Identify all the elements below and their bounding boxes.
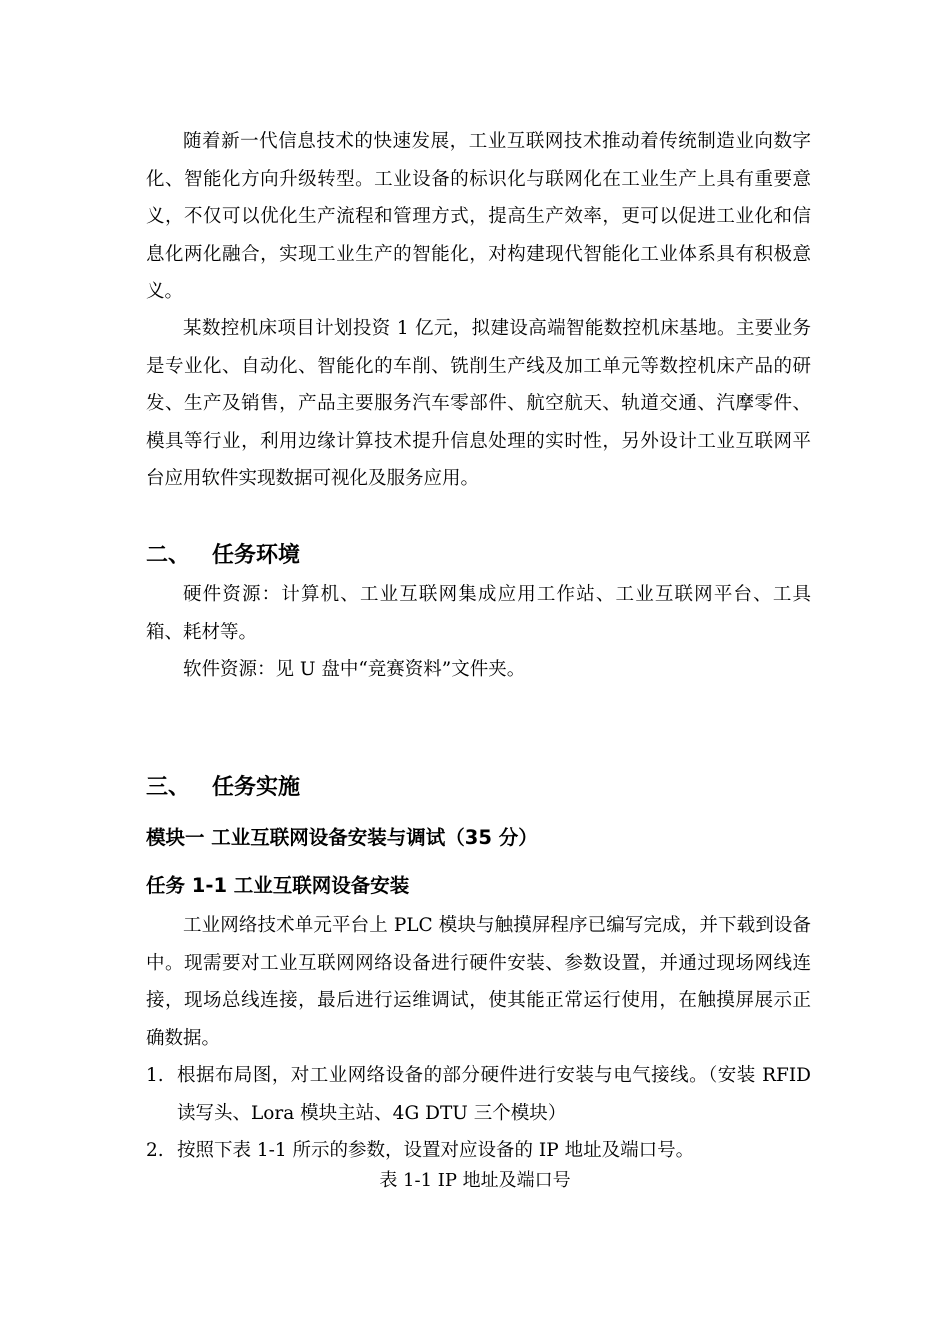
- section-2-heading: [146, 541, 300, 571]
- list-item: [146, 1057, 811, 1132]
- section-3-title: 任务实施: [212, 775, 301, 800]
- task-description: 工业网络技术单元平台上 PLC 模块与触摸屏程序已编写完成，并下载到设备中。现需要对工业互联网网络设备进行硬件安装、参数设置，并通过现场网线连接，现场总线连接，最后进行运维调试，使其能正常运行使用，在触摸屏展示正确数据。: [146, 915, 811, 1049]
- table-caption: 表 1-1 IP 地址及端口号: [379, 1170, 571, 1191]
- intro-paragraph-2: 某数控机床项目计划投资 1 亿元，拟建设高端智能数控机床基地。主要业务是专业化、自动化、智能化的车削、铣削生产线及加工单元等数控机床产品的研发、生产及销售，产品主要服务汽车零部件、航空航天、轨道交通、汽摩零件、模具等行业，利用边缘计算技术提升信息处理的实时性，另外设计工业互联网平台应用软件实现数据可视化及服务应用。: [146, 318, 811, 489]
- software-resources: 软件资源：见 U 盘中“竞赛资料”文件夹。: [183, 659, 526, 680]
- hardware-resources: 硬件资源：计算机、工业互联网集成应用工作站、工业互联网平台、工具箱、耗材等。: [146, 584, 811, 643]
- list-item-text: 按照下表 1-1 所示的参数，设置对应设备的 IP 地址及端口号。: [177, 1140, 695, 1161]
- list-item-text: 根据布局图，对工业网络设备的部分硬件进行安装与电气接线。（安装 RFID 读写头、Lora 模块主站、4G DTU 三个模块）: [177, 1065, 811, 1124]
- section-2-number: 二、: [146, 543, 191, 568]
- section-3-number: 三、: [146, 775, 191, 800]
- module-heading: 模块一 工业互联网设备安装与调试（35 分）: [146, 826, 538, 849]
- intro-paragraph-1: 随着新一代信息技术的快速发展，工业互联网技术推动着传统制造业向数字化、智能化方向升级转型。工业设备的标识化与联网化在工业生产上具有重要意义，不仅可以优化生产流程和管理方式，提高生产效率，更可以促进工业化和信息化两化融合，实现工业生产的智能化，对构建现代智能化工业体系具有积极意义。: [146, 131, 811, 302]
- list-item-marker: 2.: [146, 1140, 164, 1161]
- section-2-title: 任务环境: [212, 543, 301, 568]
- task-heading: 任务 1-1 工业互联网设备安装: [146, 874, 410, 897]
- section-3-heading: [146, 773, 300, 803]
- list-item: [146, 1132, 811, 1170]
- list-item-marker: 1.: [146, 1065, 164, 1086]
